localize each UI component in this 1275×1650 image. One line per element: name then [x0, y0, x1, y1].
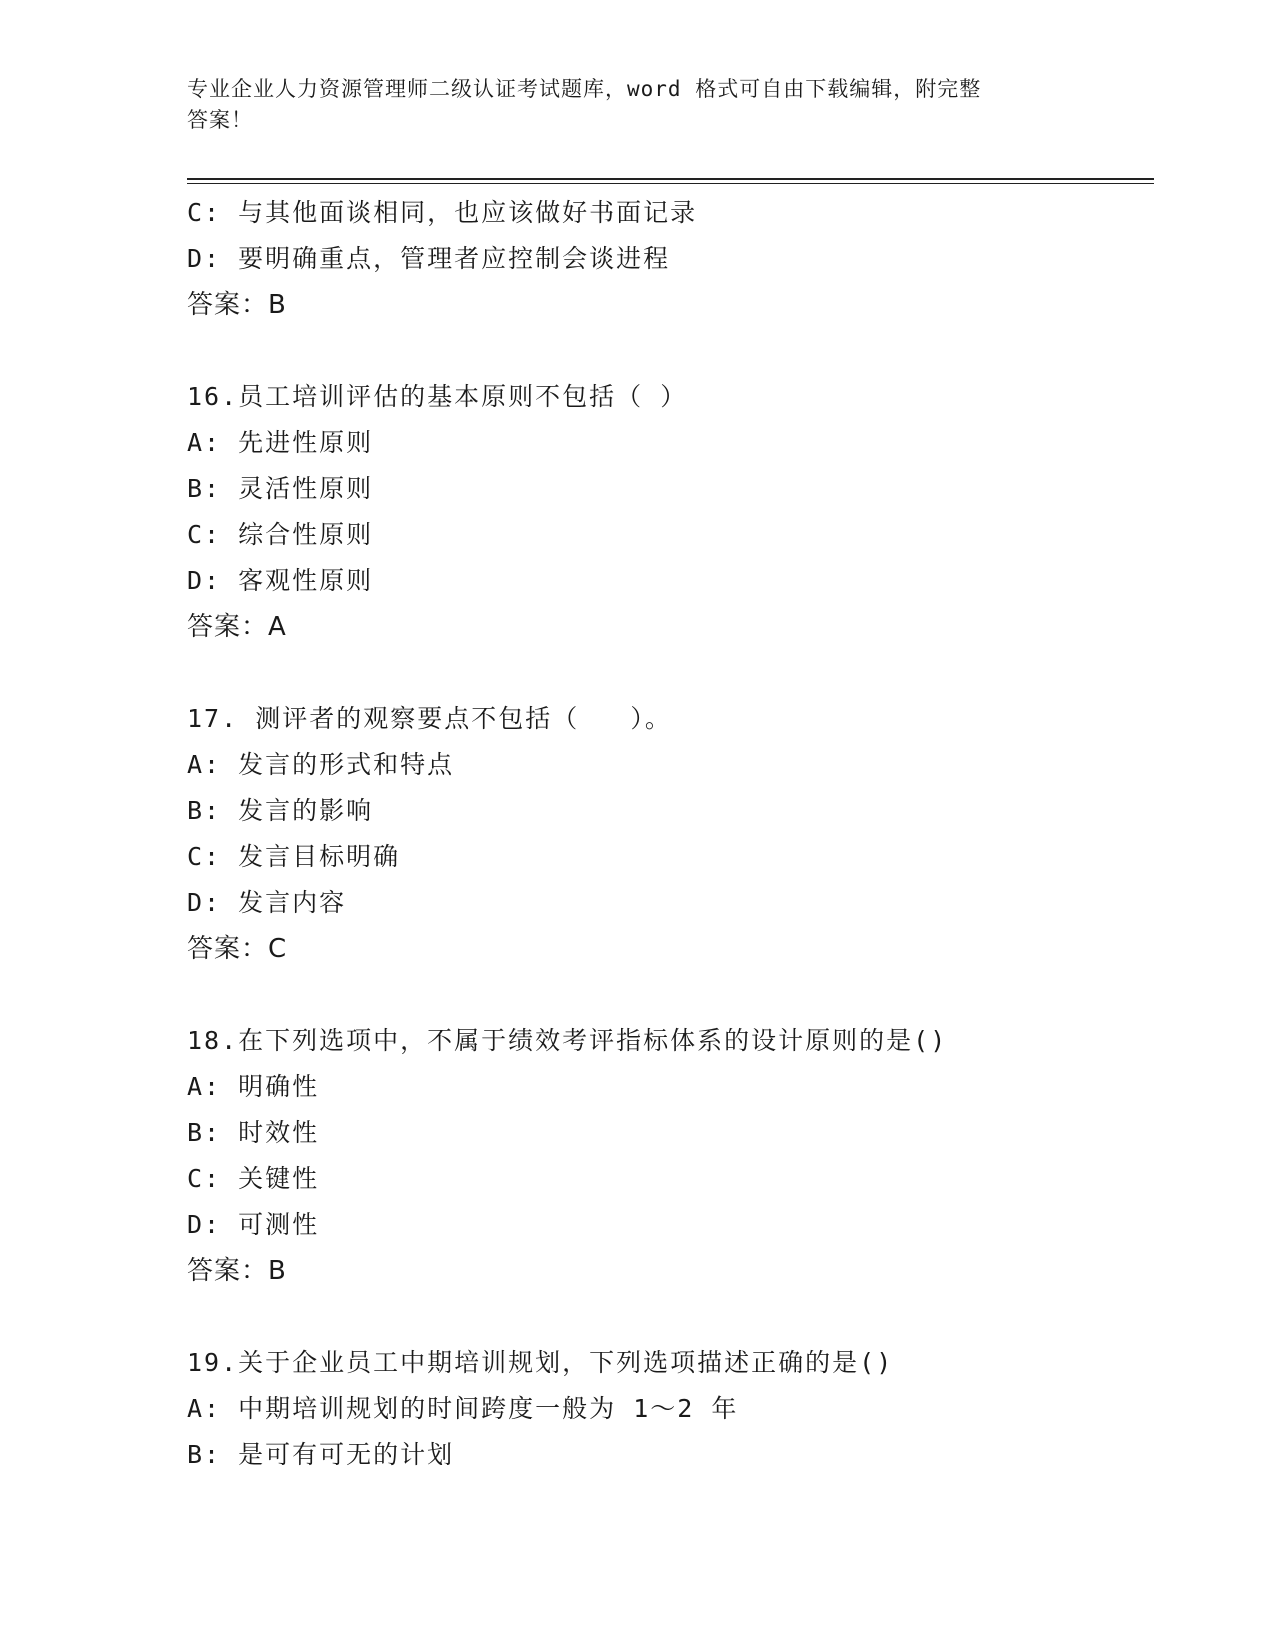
- answer: 答案：B: [187, 1256, 287, 1286]
- option-b: B: 是可有可无的计划: [187, 1440, 455, 1469]
- question-text: 16.员工培训评估的基本原则不包括（ ）: [187, 382, 688, 411]
- spacer: [187, 328, 1147, 374]
- option-d: D: 客观性原则: [187, 566, 374, 595]
- option-d: D: 可测性: [187, 1210, 320, 1239]
- option-c: C: 与其他面谈相同，也应该做好书面记录: [187, 198, 698, 227]
- option-d: D: 发言内容: [187, 888, 347, 917]
- header-divider-thick: [187, 178, 1154, 180]
- question-block-15: [187, 190, 1147, 328]
- question-text: 18.在下列选项中，不属于绩效考评指标体系的设计原则的是(): [187, 1026, 948, 1055]
- question-list: [187, 190, 1147, 1478]
- option-c: C: 综合性原则: [187, 520, 374, 549]
- answer: 答案：A: [187, 612, 287, 642]
- question-text: 19.关于企业员工中期培训规划，下列选项描述正确的是(): [187, 1348, 894, 1377]
- option-b: B: 发言的影响: [187, 796, 374, 825]
- option-b: B: 灵活性原则: [187, 474, 374, 503]
- question-block-18: [187, 1018, 1147, 1294]
- option-c: C: 关键性: [187, 1164, 320, 1193]
- option-b: B: 时效性: [187, 1118, 320, 1147]
- spacer: [187, 650, 1147, 696]
- spacer: [187, 972, 1147, 1018]
- option-a: A: 明确性: [187, 1072, 320, 1101]
- document-header: [187, 74, 1067, 136]
- question-block-17: [187, 696, 1147, 972]
- spacer: [187, 1294, 1147, 1340]
- option-d: D: 要明确重点，管理者应控制会谈进程: [187, 244, 671, 273]
- header-line-2: 答案！: [187, 108, 253, 132]
- question-block-19: [187, 1340, 1147, 1478]
- header-line-1: 专业企业人力资源管理师二级认证考试题库，word 格式可自由下载编辑，附完整: [187, 77, 982, 101]
- option-a: A: 先进性原则: [187, 428, 374, 457]
- option-a: A: 发言的形式和特点: [187, 750, 455, 779]
- option-c: C: 发言目标明确: [187, 842, 401, 871]
- answer: 答案：C: [187, 934, 288, 964]
- question-block-16: [187, 374, 1147, 650]
- question-text: 17. 测评者的观察要点不包括（ ）。: [187, 704, 672, 733]
- answer: 答案：B: [187, 290, 287, 320]
- option-a: A: 中期培训规划的时间跨度一般为 1～2 年: [187, 1394, 739, 1423]
- header-divider-thin: [187, 183, 1154, 184]
